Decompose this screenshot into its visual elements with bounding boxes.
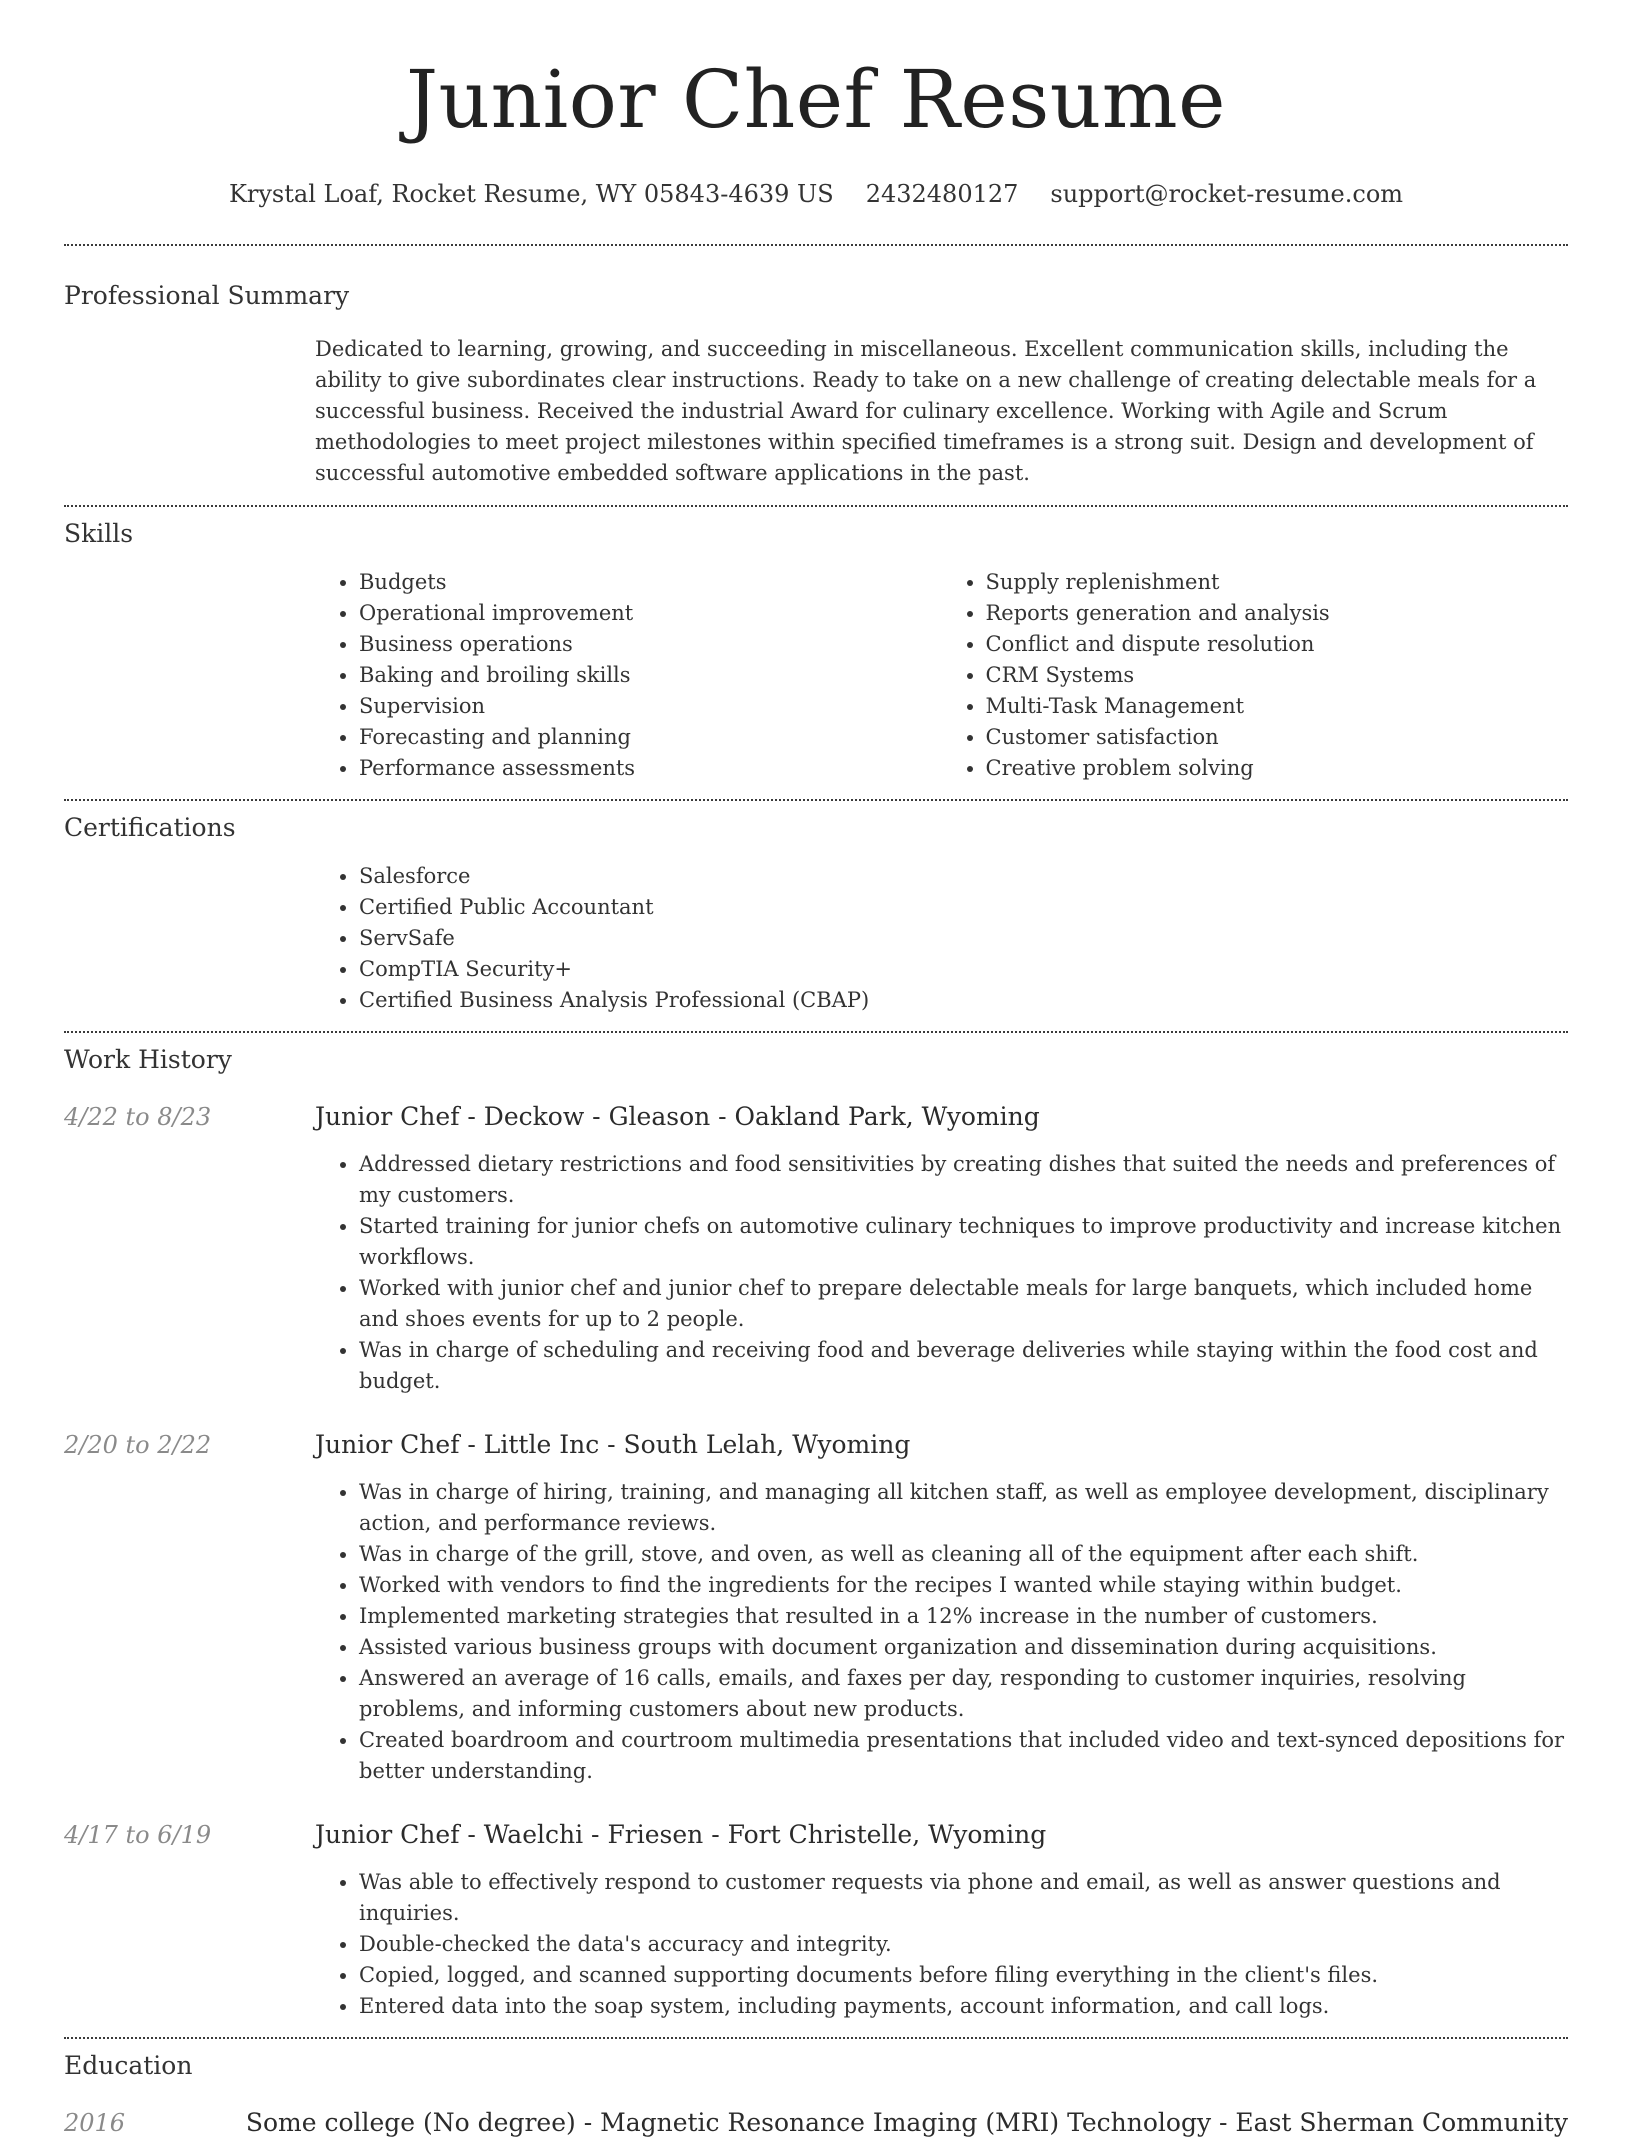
- job-dates: 4/17 to 6/19: [64, 1821, 212, 1849]
- list-item: • Worked with vendors to find the ingredients for the recipes I wanted while staying within budget.: [359, 1570, 1568, 1601]
- job-dates: 2/20 to 2/22: [64, 1431, 212, 1459]
- list-item: • ServSafe: [359, 923, 1568, 954]
- certifications-list: [315, 861, 1568, 1016]
- section-heading-education: Education: [64, 2051, 193, 2080]
- education-section: [64, 2039, 1568, 2139]
- list-item: • Worked with junior chef and junior chef to prepare delectable meals for large banquets, which included home and shoes events for up to 2 people.: [359, 1273, 1568, 1335]
- certifications-list-wrap: [315, 861, 1568, 1031]
- section-heading-work: Work History: [64, 1045, 232, 1074]
- skills-list-left: [315, 567, 942, 784]
- list-item: • Supply replenishment: [986, 567, 1569, 598]
- list-item: • Was in charge of hiring, training, and managing all kitchen staff, as well as employee development, disciplinary action, and performance reviews.: [359, 1477, 1568, 1539]
- contact-address: Krystal Loaf, Rocket Resume, WY 05843-4639 US: [228, 180, 834, 208]
- job-title: Junior Chef - Deckow - Gleason - Oakland Park, Wyoming: [315, 1102, 1040, 1131]
- list-item: • Multi-Task Management: [986, 691, 1569, 722]
- section-heading-summary: Professional Summary: [64, 281, 350, 310]
- job-entry: [64, 1101, 1568, 1397]
- list-item: • Entered data into the soap system, including payments, account information, and call logs.: [359, 1991, 1568, 2022]
- list-item: • CRM Systems: [986, 660, 1569, 691]
- list-item: • Reports generation and analysis: [986, 598, 1569, 629]
- job-entry: [64, 1429, 1568, 1787]
- page-title: Junior Chef Resume: [405, 53, 1226, 146]
- contact-email: support@rocket-resume.com: [1050, 180, 1404, 208]
- work-history-section: [64, 1033, 1568, 2037]
- contact-line: [64, 178, 1568, 210]
- education-year: 2016: [64, 2109, 126, 2137]
- list-item: • Supervision: [359, 691, 942, 722]
- job-bullets: [315, 1149, 1568, 1397]
- list-item: • Answered an average of 16 calls, emails, and faxes per day, responding to customer inquiries, resolving problems, and informing customers about new products.: [359, 1663, 1568, 1725]
- list-item: • Assisted various business groups with document organization and dissemination during acquisitions.: [359, 1632, 1568, 1663]
- job-entry: [64, 1819, 1568, 2037]
- list-item: • Business operations: [359, 629, 942, 660]
- summary-section: [64, 246, 1568, 505]
- list-item: • Started training for junior chefs on automotive culinary techniques to improve productivity and increase kitchen workflows.: [359, 1211, 1568, 1273]
- list-item: • Was able to effectively respond to customer requests via phone and email, as well as answer questions and inquiries.: [359, 1867, 1568, 1929]
- list-item: • Budgets: [359, 567, 942, 598]
- list-item: • Created boardroom and courtroom multimedia presentations that included video and text-synced depositions for better understanding.: [359, 1725, 1568, 1787]
- list-item: • Implemented marketing strategies that resulted in a 12% increase in the number of customers.: [359, 1601, 1568, 1632]
- list-item: • Was in charge of the grill, stove, and oven, as well as cleaning all of the equipment after each shift.: [359, 1539, 1568, 1570]
- job-body: [315, 1819, 1568, 2037]
- list-item: • Was in charge of scheduling and receiving food and beverage deliveries while staying within the food cost and budget.: [359, 1335, 1568, 1397]
- list-item: • Conflict and dispute resolution: [986, 629, 1569, 660]
- skills-grid: [315, 567, 1568, 799]
- job-dates: 4/22 to 8/23: [64, 1103, 212, 1131]
- section-heading-certifications: Certifications: [64, 813, 236, 842]
- skills-list-right: [942, 567, 1569, 784]
- list-item: • Double-checked the data's accuracy and integrity.: [359, 1929, 1568, 1960]
- list-item: • Operational improvement: [359, 598, 942, 629]
- job-body: [315, 1429, 1568, 1787]
- list-item: • Certified Public Accountant: [359, 892, 1568, 923]
- contact-phone: 2432480127: [865, 180, 1019, 208]
- list-item: • Creative problem solving: [986, 753, 1569, 784]
- list-item: • Performance assessments: [359, 753, 942, 784]
- resume-page: [64, 0, 1568, 2139]
- list-item: • CompTIA Security+: [359, 954, 1568, 985]
- section-heading-skills: Skills: [64, 519, 134, 548]
- skills-section: [64, 507, 1568, 799]
- job-title: Junior Chef - Waelchi - Friesen - Fort Christelle, Wyoming: [315, 1820, 1047, 1849]
- job-bullets: [315, 1867, 1568, 2037]
- list-item: • Copied, logged, and scanned supporting documents before filing everything in the client's files.: [359, 1960, 1568, 1991]
- job-title: Junior Chef - Little Inc - South Lelah, Wyoming: [315, 1430, 911, 1459]
- list-item: • Customer satisfaction: [986, 722, 1569, 753]
- list-item: • Addressed dietary restrictions and food sensitivities by creating dishes that suited the needs and preferences of my customers.: [359, 1149, 1568, 1211]
- job-body: [315, 1101, 1568, 1397]
- list-item: • Forecasting and planning: [359, 722, 942, 753]
- list-item: • Baking and broiling skills: [359, 660, 942, 691]
- certifications-section: [64, 801, 1568, 1031]
- education-title: Some college (No degree) - Magnetic Resonance Imaging (MRI) Technology - East Sherman Community: [245, 2108, 1568, 2137]
- list-item: • Salesforce: [359, 861, 1568, 892]
- list-item: • Certified Business Analysis Professional (CBAP): [359, 985, 1568, 1016]
- summary-text: Dedicated to learning, growing, and succeeding in miscellaneous. Excellent communication skills, including the ability to give subordinates clear instructions. Ready to take on a new challenge of creating delectable meals for a successful business. Received the industrial Award for culinary excellence. Working with Agile and Scrum methodologies to meet project milestones within specified timeframes is a strong suit. Design and development of successful automotive embedded software applications in the past.: [315, 337, 1537, 485]
- job-bullets: [315, 1477, 1568, 1787]
